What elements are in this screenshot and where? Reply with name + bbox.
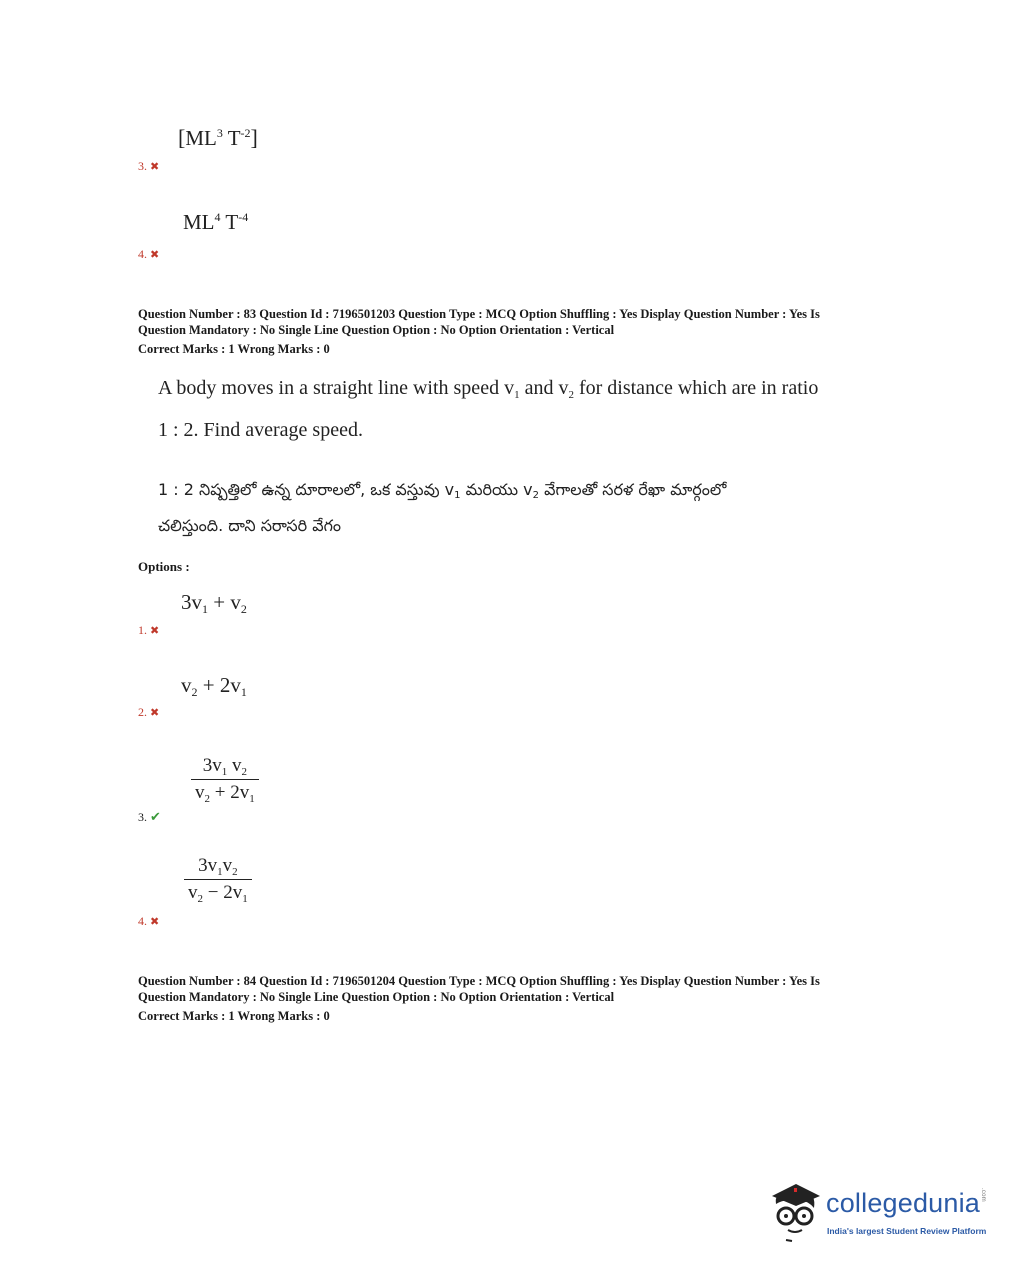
- q84-meta: Question Number : 84 Question Id : 7196501204 Question Type : MCQ Option Shuffling : Yes Display Question Number : Yes Is Question Mandatory : No Single Line Question Option : No Option Orientation : Vertical Correct Marks : 1 Wrong Marks : 0: [138, 974, 820, 1023]
- wrong-mark-icon: ✖: [150, 161, 160, 173]
- collegedunia-logo: [766, 1178, 996, 1248]
- q83-meta: Question Number : 83 Question Id : 7196501203 Question Type : MCQ Option Shuffling : Yes Display Question Number : Yes Is Question Mandatory : No Single Line Question Option : No Option Orientation : Vertical Correct Marks : 1 Wrong Marks : 0: [138, 307, 820, 356]
- prev-option-4-expression: $ML^4$ $T^{-4}$: [183, 210, 249, 234]
- option-3-label: 3. ✔: [138, 809, 161, 824]
- logo-tagline: India's largest Student Review Platform: [827, 1226, 987, 1236]
- option-4-expression: $\frac{3v_1v_2}{v_2 - 2v_1}$: [184, 855, 252, 905]
- q83-english-line-2: 1 : 2. Find average speed.: [158, 419, 363, 441]
- q83-english-line-1: A body moves in a straight line with speed $v_1$ and $v_2$ for distance which are in ratio: [158, 377, 819, 401]
- wrong-mark-icon: ✖: [150, 625, 160, 637]
- wrong-mark-icon: ✖: [150, 249, 160, 261]
- prev-option-3-label: 3. ✖: [138, 159, 160, 173]
- q83-telugu-line-2: చలిస్తుంది. దాని సరాసరి వేగం: [158, 516, 342, 535]
- wrong-mark-icon: ✖: [150, 707, 160, 719]
- prev-option-4-label: 4. ✖: [138, 247, 160, 261]
- option-2-label: 2. ✖: [138, 705, 160, 719]
- option-1-label: 1. ✖: [138, 623, 160, 637]
- option-3-expression: $\frac{3v_1 v_2}{v_2 + 2v_1}$: [191, 755, 259, 805]
- options-label: Options :: [138, 559, 190, 574]
- prev-option-3-expression: [$ML^3$ $T^{-2}$]: [178, 125, 258, 150]
- option-1-expression: $3v_1 + v_2$: [181, 590, 247, 616]
- logo-wordmark: collegedunia.com: [826, 1188, 987, 1218]
- wrong-mark-icon: ✖: [150, 916, 160, 928]
- q83-telugu-line-1: 1 : 2 నిష్పత్తిలో ఉన్న దూరాలలో, ఒక వస్తువు $v_1$ మరియు $v_2$ వేగాలతో సరళ రేఖా మార్గంలో: [158, 480, 727, 501]
- correct-check-icon: ✔: [150, 809, 161, 824]
- option-2-expression: $v_2 + 2v_1$: [181, 673, 247, 699]
- mascot-icon: [766, 1178, 826, 1244]
- option-4-label: 4. ✖: [138, 914, 160, 928]
